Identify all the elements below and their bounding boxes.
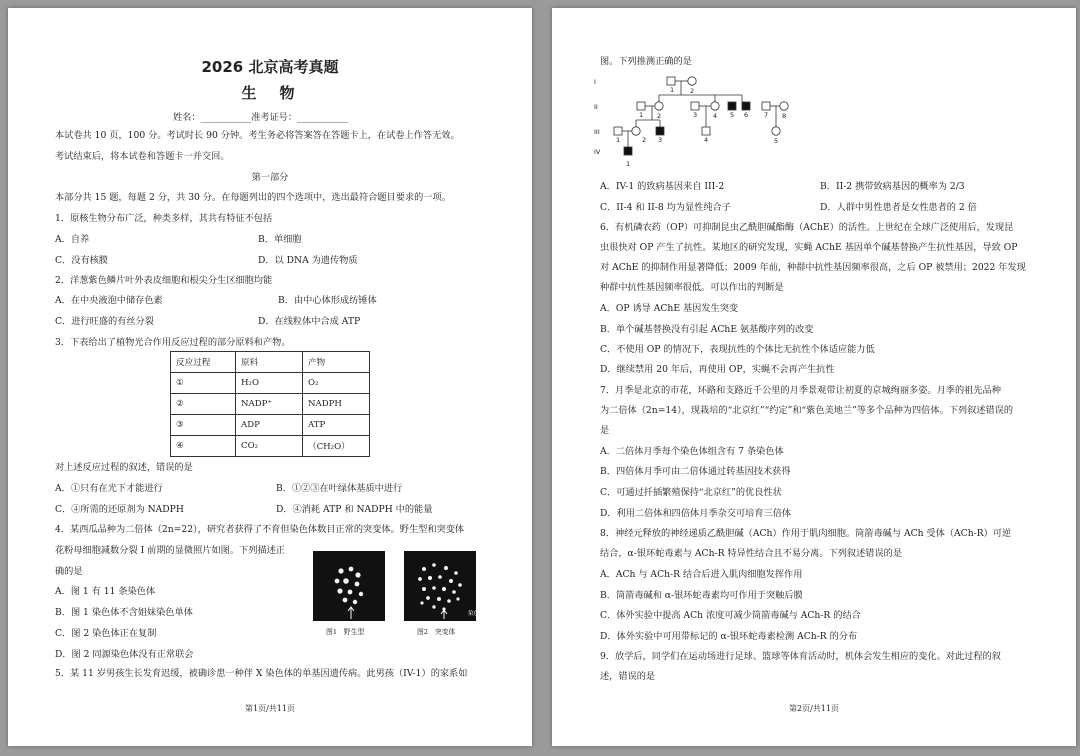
option: D．体外实验中可用带标记的 α-银环蛇毒素检测 ACh-R 的分布 [600, 631, 858, 642]
question-1-stem: 1．原核生物分布广泛，种类多样，其共有特征不包括 [55, 213, 273, 224]
individual-number: 1 [670, 86, 675, 94]
question-4-stem: 4．某西瓜品种为二倍体（2n=22），研究者获得了不育但染色体数目正常的突变体。野生型和突变体 [55, 524, 465, 535]
table-cell: ② [171, 394, 236, 415]
individual-number: 4 [704, 136, 709, 144]
generation-label: IV [594, 148, 601, 156]
option: B．由中心体形成纺锤体 [278, 295, 377, 306]
part-description: 本部分共 15 题，每题 2 分，共 30 分。在每题列出的四个选项中，选出最符合题目要求的一项。 [55, 192, 451, 203]
individual-number: 2 [690, 87, 695, 95]
individual-number: 2 [642, 136, 647, 144]
table-header: 原料 [236, 352, 303, 373]
individual-number: 3 [658, 136, 663, 144]
table-row [171, 436, 370, 457]
option: C．不使用 OP 的情况下，表现抗性的个体比无抗性个体适应能力低 [600, 344, 875, 355]
table-cell: O₂ [303, 373, 370, 394]
table-cell: H₂O [236, 373, 303, 394]
option: A．ACh 与 ACh-R 结合后进入肌肉细胞发挥作用 [600, 569, 803, 580]
question-9-stem: 述，错误的是 [600, 671, 656, 682]
table-row [171, 373, 370, 394]
option: A．二倍体月季每个染色体组含有 7 条染色体 [600, 446, 784, 457]
individual-number: 5 [730, 111, 735, 119]
question-8-stem: 8．神经元释放的神经递质乙酰胆碱（ACh）作用于肌肉细胞。筒箭毒碱与 ACh 受体（ACh-R）可逆 [600, 528, 1012, 539]
intro-line: 本试卷共 10 页，100 分。考试时长 90 分钟。考生务必将答案答在答题卡上，在试卷上作答无效。 [55, 130, 460, 141]
question-8-stem: 结合，α-银环蛇毒素与 ACh-R 特异性结合且不易分离。下列叙述错误的是 [600, 548, 903, 559]
option: C．进行旺盛的有丝分裂 [55, 316, 154, 327]
arrow-label: 染色体 [468, 611, 485, 617]
pedigree-chart [592, 72, 852, 172]
table-header-row [171, 352, 370, 373]
option: C．④所需的还原剂为 NADPH [55, 504, 184, 515]
table-header: 反应过程 [171, 352, 236, 373]
individual-number: 2 [657, 112, 662, 120]
question-4-stem: 确的是 [55, 566, 83, 577]
individual-number: 1 [626, 160, 631, 168]
name-field: 姓名：___________准考证号：___________ [173, 112, 348, 123]
exam-page-1 [8, 8, 532, 746]
option: D．人群中男性患者是女性患者的 2 倍 [820, 202, 977, 213]
table-cell: NADPH [303, 394, 370, 415]
figure-2-caption: 图2 突变体 [417, 628, 456, 636]
question-7-stem: 为二倍体（2n=14），现栽培的“北京红”“约定”和“紫色美地兰”等多个品种为四倍体。下列叙述错误的 [600, 405, 1014, 416]
table-cell: ADP [236, 415, 303, 436]
table-cell: （CH₂O） [303, 436, 370, 457]
option: B．图 1 染色体不含姐妹染色单体 [55, 607, 193, 618]
micrograph-mutant [404, 551, 476, 621]
option: B．单细胞 [258, 234, 302, 245]
table-cell: ① [171, 373, 236, 394]
option: B．①②③在叶绿体基质中进行 [276, 483, 403, 494]
option: B．四倍体月季可由二倍体通过转基因技术获得 [600, 466, 791, 477]
table-row [171, 415, 370, 436]
option: B．II-2 携带致病基因的概率为 2/3 [820, 181, 965, 192]
option: D．以 DNA 为遗传物质 [258, 255, 358, 266]
question-5-stem-cont: 图。下列推测正确的是 [600, 56, 692, 67]
option: A．图 1 有 11 条染色体 [55, 586, 156, 597]
chromosome-image [404, 551, 476, 621]
individual-number: 3 [693, 111, 698, 119]
question-7-stem: 是 [600, 425, 610, 436]
question-7-stem: 7．月季是北京的市花，环路和支路近千公里的月季景观带让初夏的京城绚丽多姿。月季的祖先品种 [600, 385, 1001, 396]
generation-label: II [594, 103, 598, 111]
generation-label: I [594, 78, 596, 86]
option: B．筒箭毒碱和 α-银环蛇毒素均可作用于突触后膜 [600, 590, 803, 601]
table-cell: CO₂ [236, 436, 303, 457]
option: A．OP 诱导 AChE 基因发生突变 [600, 303, 739, 314]
question-6-stem: 6．有机磷农药（OP）可抑制昆虫乙酰胆碱酯酶（AChE）的活性。上世纪在全球广泛使用后，发现昆 [600, 222, 1014, 233]
question-3-ask: 对上述反应过程的叙述，错误的是 [55, 462, 193, 473]
option: D．利用二倍体和四倍体月季杂交可培育三倍体 [600, 508, 792, 519]
question-3-stem: 3．下表给出了植物光合作用反应过程的部分原料和产物。 [55, 337, 291, 348]
chromosome-image [313, 551, 385, 621]
exam-title: 2026 北京高考真题 [201, 58, 339, 76]
option: B．单个碱基替换没有引起 AChE 氨基酸序列的改变 [600, 324, 814, 335]
table-cell: NADP⁺ [236, 394, 303, 415]
individual-number: 1 [639, 111, 644, 119]
micrograph-wild-type [313, 551, 385, 621]
table-cell: ④ [171, 436, 236, 457]
question-6-stem: 虫很快对 OP 产生了抗性。某地区的研究发现，实蝇 AChE 基因单个碱基替换产生抗性基因，导致 OP [600, 242, 1018, 253]
question-6-stem: 种群中抗性基因频率很低。可以作出的判断是 [600, 282, 784, 293]
option: C．体外实验中提高 ACh 浓度可减少筒箭毒碱与 ACh-R 的结合 [600, 610, 861, 621]
option: C．II-4 和 II-8 均为显性纯合子 [600, 202, 731, 213]
individual-number: 8 [782, 112, 787, 120]
question-2-stem: 2．洋葱紫色鳞片叶外表皮细胞和根尖分生区细胞均能 [55, 275, 273, 286]
option: D．图 2 同源染色体没有正常联会 [55, 649, 194, 660]
individual-number: 4 [713, 112, 718, 120]
option: A．在中央液泡中储存色素 [55, 295, 163, 306]
table-header: 产物 [303, 352, 370, 373]
table-row [171, 394, 370, 415]
figure-1-caption: 图1 野生型 [326, 628, 365, 636]
option: A．自养 [55, 234, 90, 245]
exam-page-2 [552, 8, 1076, 746]
subject-title: 生 物 [241, 84, 299, 102]
page-footer: 第2页/共11页 [789, 704, 839, 713]
question-4-stem: 花粉母细胞减数分裂 I 前期的显微照片如图。下列描述正 [55, 545, 285, 556]
option: A．①只有在光下才能进行 [55, 483, 163, 494]
option: C．没有核膜 [55, 255, 108, 266]
table-cell: ATP [303, 415, 370, 436]
table-cell: ③ [171, 415, 236, 436]
page-footer: 第1页/共11页 [245, 704, 295, 713]
reaction-table [170, 351, 370, 457]
individual-number: 1 [616, 136, 621, 144]
individual-number: 5 [774, 137, 779, 145]
option: D．在线粒体中合成 ATP [258, 316, 361, 327]
question-9-stem: 9．放学后，同学们在运动场进行足球、篮球等体育活动时，机体会发生相应的变化。对此过程的叙 [600, 651, 1001, 662]
individual-number: 7 [764, 111, 769, 119]
intro-line: 考试结束后，将本试卷和答题卡一并交回。 [55, 151, 230, 162]
option: C．可通过扦插繁殖保持“北京红”的优良性状 [600, 487, 782, 498]
option: D．④消耗 ATP 和 NADPH 中的能量 [276, 504, 433, 515]
generation-label: III [594, 128, 600, 136]
individual-number: 6 [744, 111, 749, 119]
question-6-stem: 对 AChE 的抑制作用显著降低；2009 年前，种群中抗性基因频率很高，之后 OP 被禁用；2022 年发现 [600, 262, 1026, 273]
question-5-stem: 5．某 11 岁男孩生长发育迟缓，被确诊患一种伴 X 染色体的单基因遗传病。此男孩（IV-1）的家系如 [55, 668, 468, 679]
option: C．图 2 染色体正在复制 [55, 628, 157, 639]
option: A．IV-1 的致病基因来自 III-2 [600, 181, 725, 192]
option: D．继续禁用 20 年后，再使用 OP，实蝇不会再产生抗性 [600, 364, 835, 375]
part-heading: 第一部分 [251, 172, 289, 183]
